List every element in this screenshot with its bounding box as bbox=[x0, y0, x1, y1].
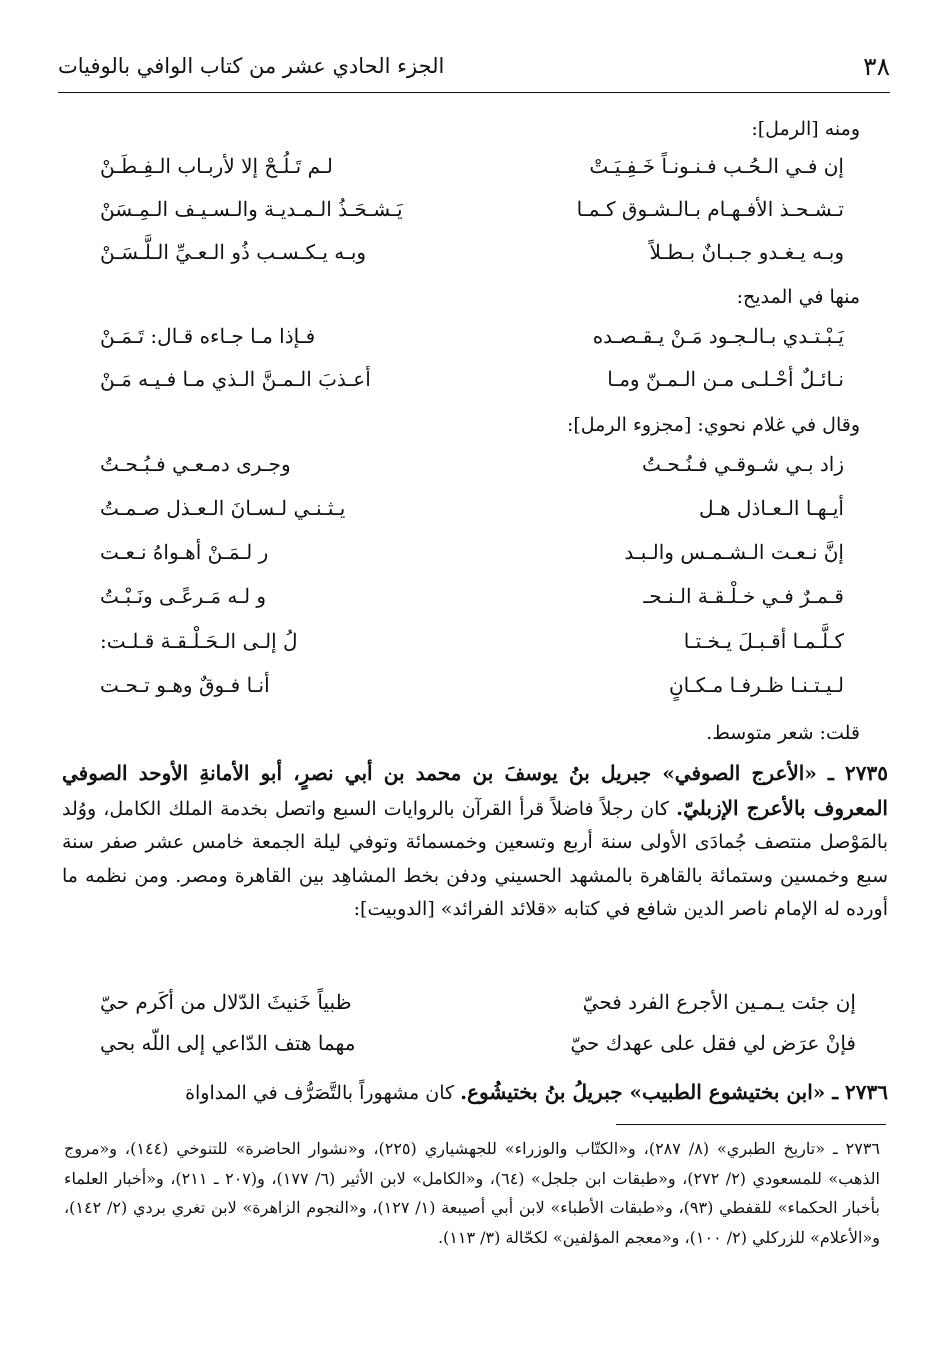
entry-heading: ٢٧٣٥ ـ «الأعرج الصوفي» جبريل بنُ يوسفَ بن محمد بن أبي نصرٍ، أبو الأمانةِ الأوحد الصوفي المعروف بالأعرج الإزبليّ. bbox=[62, 761, 888, 820]
verse-line bbox=[100, 625, 844, 665]
poem-intro: منها في المديح: bbox=[736, 286, 860, 308]
verse-first-hemistich: قـمـرٌ فـي خـلْـقـة الـنـحـ bbox=[643, 584, 844, 608]
verse-first-hemistich: يَـبْـتـدي بـالـجـود مَـنْ يـقـصـده bbox=[592, 324, 844, 348]
verse-line bbox=[100, 448, 844, 488]
footnote-rule bbox=[616, 1124, 886, 1125]
verse-second-hemistich: أنـا فـوقٌ وهـو تـحـت bbox=[100, 673, 270, 697]
verse-second-hemistich: يَـشـحَـذُ الـمـديـة والـسـيـف الـمِـسَنْ bbox=[100, 197, 403, 221]
verse-second-hemistich: ر لـمَـنْ أهـواهُ نـعـت bbox=[100, 540, 269, 564]
entry-2735 bbox=[62, 757, 888, 927]
verse-line bbox=[100, 363, 844, 403]
verse-line bbox=[100, 193, 844, 233]
verse-line bbox=[100, 236, 844, 276]
verse-second-hemistich: أعـذبَ الـمـنَّ الـذي مـا فـيـه مَـنْ bbox=[100, 367, 371, 391]
verse-first-hemistich: فإنْ عرَض لي فقل على عهدك حيّ bbox=[570, 1031, 856, 1055]
verse-first-hemistich: أيـهـا الـعـاذل هـل bbox=[699, 496, 844, 520]
verse-first-hemistich: لـيـتـنـا ظـرفـا مـكـانٍ bbox=[668, 673, 844, 697]
entry-heading: ٢٧٣٦ ـ «ابن بختيشوع الطبيب» جبريلُ بنُ بختيشُوع. bbox=[460, 1080, 888, 1104]
verse-first-hemistich: كـلَّـمـا أقـبـلَ يـخـتـا bbox=[683, 629, 844, 653]
verse-line bbox=[100, 536, 844, 576]
verse-second-hemistich: يـثـنـي لـسـانَ الـعـذل صـمـتُ bbox=[100, 496, 346, 520]
verse-first-hemistich: تـشـحـذ الأفـهـام بـالـشـوق كـمـا bbox=[576, 197, 844, 221]
verse-line bbox=[100, 986, 856, 1026]
poem-intro: وقال في غلام نحوي: [مجزوء الرمل]: bbox=[566, 414, 860, 436]
page-number: ٣٨ bbox=[863, 52, 890, 81]
verse-second-hemistich: لـم تَـلُـحْ إلا لأربـاب الـفِـطَـنْ bbox=[100, 154, 333, 178]
entry-text: كان مشهوراً بالتَّصَرُّف في المداواة bbox=[185, 1082, 455, 1104]
verse-first-hemistich: وبـه يـغـدو جـبـانٌ بـطـلاً bbox=[649, 240, 844, 264]
verse-line bbox=[100, 150, 844, 190]
verse-line bbox=[100, 320, 844, 360]
header-rule bbox=[58, 92, 890, 93]
verse-first-hemistich: إن جئت يـمـين الأجرع الفرد فحيّ bbox=[582, 990, 856, 1014]
verse-second-hemistich: وبـه يـكـسـب ذُو الـعـيِّ الـلَّـسَـنْ bbox=[100, 240, 367, 264]
verse-second-hemistich: ظبياً خَنيثَ الدّلال من أكَرم حيّ bbox=[100, 990, 352, 1014]
verse-second-hemistich: فـإذا مـا جـاءه قـال: تَـمَـنْ bbox=[100, 324, 316, 348]
footnote: ٢٧٣٦ ـ «تاريخ الطبري» (٨/ ٢٨٧)، و«الكتّاب والوزراء» للجهشياري (٢٢٥)، و«نشوار الحاضرة» للتنوخي (١٤٤)، و«مروج الذهب» للمسعودي (٢/ ٢٧٢)، و«طبقات ابن جلجل» (٦٤)، و«الكامل» لابن الأثير (٦/ ١٧٧)، و(٢٠٧ ـ ٢١١)، و«أخبار العلماء بأخبار الحكماء» للقفطي (٩٣)، و«طبقات الأطباء» لابن أبي أصيبعة (١/ ١٢٧)، و«النجوم الزاهرة» لابن تغري بردي (٢/ ١٤٢)، و«الأعلام» للزركلي (٢/ ١٠٠)، و«معجم المؤلفين» لكحّالة (٣/ ١١٣). bbox=[64, 1139, 881, 1247]
verse-line bbox=[100, 1027, 856, 1067]
verse-first-hemistich: زاد بـي شـوقـي فـنُـحـتُ bbox=[641, 452, 844, 476]
verse-first-hemistich: نـائـلٌ أحْـلـى مـن الـمـنّ ومـا bbox=[607, 367, 844, 391]
verse-second-hemistich: لُ إلـى الـحَـلْـقـة قـلـت: bbox=[100, 629, 298, 653]
running-header bbox=[58, 50, 890, 90]
entry-text: كان رجلاً فاضلاً قرأ القرآن بالروايات السبع واتصل بخدمة الملك الكامل، ووُلد بالمَوْصل منتصف جُمادَى الأولى سنة أربع وتسعين وخمسمائة وتوفي ليلة الجمعة خامس عشر صفر سنة سبع وخمسين وستمائة بالقاهرة بالمشهد الحسيني ودفن بخط المشاهِد بين القاهرة ومصر. ومن نظمه ما أورده له الإمام ناصر الدين شافع في كتابه «قلائد الفرائد» [الدوبيت]: bbox=[62, 797, 888, 920]
entry-2736 bbox=[62, 1076, 888, 1111]
verse-second-hemistich: و لـه مَـرعًـى ونَـبْـتُ bbox=[100, 584, 267, 608]
verse-first-hemistich: إنَّ نـعـت الـشـمـس والـبـد bbox=[624, 540, 844, 564]
verse-second-hemistich: وجـرى دمـعـي فـبُـحـتُ bbox=[100, 452, 291, 476]
running-title: الجزء الحادي عشر من كتاب الوافي بالوفيات bbox=[58, 54, 445, 78]
verdict-line: قلت: شعر متوسط. bbox=[706, 722, 860, 744]
verse-line bbox=[100, 669, 844, 709]
verse-line bbox=[100, 492, 844, 532]
verse-first-hemistich: إن فـي الـحُـب فـنـونـاً خَـفِـيَـتْ bbox=[589, 154, 844, 178]
poem-intro: ومنه [الرمل]: bbox=[751, 118, 860, 140]
verse-second-hemistich: مهما هتف الدّاعي إلى اللّه بحي bbox=[100, 1031, 356, 1055]
verse-line bbox=[100, 580, 844, 620]
